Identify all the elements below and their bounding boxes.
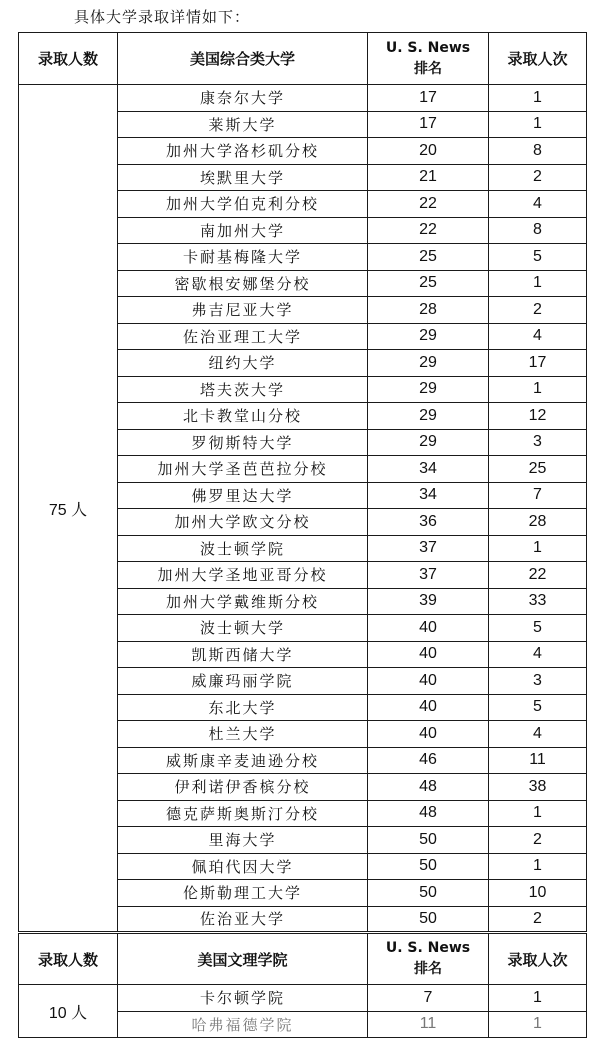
school-name: 莱斯大学 — [118, 111, 368, 138]
admit-times: 1 — [489, 535, 587, 562]
admit-times: 10 — [489, 880, 587, 907]
usnews-rank: 48 — [368, 774, 489, 801]
admit-times: 7 — [489, 482, 587, 509]
table-row — [19, 85, 587, 112]
usnews-rank: 37 — [368, 535, 489, 562]
admit-times: 4 — [489, 721, 587, 748]
universities-total-count: 75 人 — [19, 85, 118, 933]
usnews-rank: 25 — [368, 244, 489, 271]
school-name: 德克萨斯奥斯汀分校 — [118, 800, 368, 827]
admit-times: 5 — [489, 694, 587, 721]
school-name: 埃默里大学 — [118, 164, 368, 191]
usnews-rank: 40 — [368, 721, 489, 748]
school-name: 伦斯勒理工大学 — [118, 880, 368, 907]
school-name: 卡尔顿学院 — [118, 985, 368, 1012]
usnews-rank: 34 — [368, 482, 489, 509]
school-name: 罗彻斯特大学 — [118, 429, 368, 456]
usnews-rank: 22 — [368, 191, 489, 218]
intro-text: 具体大学录取详情如下： — [74, 8, 251, 26]
admit-times: 4 — [489, 641, 587, 668]
school-name: 卡耐基梅隆大学 — [118, 244, 368, 271]
usnews-rank: 34 — [368, 456, 489, 483]
usnews-rank: 25 — [368, 270, 489, 297]
admit-times: 1 — [489, 376, 587, 403]
header-usnews-rank-2 — [368, 933, 489, 985]
school-name: 加州大学戴维斯分校 — [118, 588, 368, 615]
usnews-rank: 40 — [368, 615, 489, 642]
school-name: 里海大学 — [118, 827, 368, 854]
header-rank-line1: U. S. News — [385, 39, 471, 56]
usnews-rank: 50 — [368, 827, 489, 854]
colleges-total-count: 10 人 — [19, 985, 118, 1038]
school-name: 威廉玛丽学院 — [118, 668, 368, 695]
header-admit-times-2: 录取人次 — [489, 933, 587, 985]
header-usnews-rank — [368, 33, 489, 85]
header-rank-line1: U. S. News — [385, 940, 471, 956]
admit-times: 5 — [489, 244, 587, 271]
usnews-rank: 39 — [368, 588, 489, 615]
admit-times: 1 — [489, 800, 587, 827]
admit-times: 38 — [489, 774, 587, 801]
admit-times: 17 — [489, 350, 587, 377]
usnews-rank: 29 — [368, 323, 489, 350]
admit-times: 2 — [489, 906, 587, 933]
school-name: 密歇根安娜堡分校 — [118, 270, 368, 297]
school-name: 加州大学欧文分校 — [118, 509, 368, 536]
admissions-table — [18, 32, 587, 1038]
usnews-rank: 48 — [368, 800, 489, 827]
school-name: 威斯康辛麦迪逊分校 — [118, 747, 368, 774]
school-name: 北卡教堂山分校 — [118, 403, 368, 430]
admit-times: 1 — [489, 111, 587, 138]
admit-times: 1 — [489, 85, 587, 112]
school-name: 哈弗福德学院 — [118, 1011, 368, 1038]
usnews-rank: 40 — [368, 694, 489, 721]
admit-times: 28 — [489, 509, 587, 536]
usnews-rank: 40 — [368, 668, 489, 695]
school-name: 佩珀代因大学 — [118, 853, 368, 880]
admit-times: 25 — [489, 456, 587, 483]
admit-times: 5 — [489, 615, 587, 642]
header-admit-count: 录取人数 — [19, 33, 118, 85]
school-name: 佐治亚理工大学 — [118, 323, 368, 350]
usnews-rank: 17 — [368, 111, 489, 138]
colleges-header-row — [19, 933, 587, 985]
header-college-type: 美国文理学院 — [118, 933, 368, 985]
header-admit-count-2: 录取人数 — [19, 933, 118, 985]
usnews-rank: 29 — [368, 376, 489, 403]
school-name: 纽约大学 — [118, 350, 368, 377]
usnews-rank: 28 — [368, 297, 489, 324]
admit-times: 1 — [489, 270, 587, 297]
school-name: 加州大学洛杉矶分校 — [118, 138, 368, 165]
usnews-rank: 36 — [368, 509, 489, 536]
admit-times: 8 — [489, 138, 587, 165]
universities-header-row — [19, 33, 587, 85]
school-name: 杜兰大学 — [118, 721, 368, 748]
admit-times: 2 — [489, 827, 587, 854]
school-name: 佐治亚大学 — [118, 906, 368, 933]
admit-times: 2 — [489, 297, 587, 324]
usnews-rank: 50 — [368, 906, 489, 933]
usnews-rank: 37 — [368, 562, 489, 589]
table-row — [19, 985, 587, 1012]
admit-times: 33 — [489, 588, 587, 615]
school-name: 波士顿大学 — [118, 615, 368, 642]
school-name: 凯斯西储大学 — [118, 641, 368, 668]
school-name: 南加州大学 — [118, 217, 368, 244]
school-name: 东北大学 — [118, 694, 368, 721]
admit-times: 3 — [489, 429, 587, 456]
usnews-rank: 46 — [368, 747, 489, 774]
admit-times: 12 — [489, 403, 587, 430]
usnews-rank: 11 — [368, 1011, 489, 1038]
school-name: 加州大学圣芭芭拉分校 — [118, 456, 368, 483]
admit-times: 22 — [489, 562, 587, 589]
header-rank-line2: 排名 — [414, 60, 442, 77]
usnews-rank: 40 — [368, 641, 489, 668]
school-name: 塔夫茨大学 — [118, 376, 368, 403]
admit-times: 8 — [489, 217, 587, 244]
usnews-rank: 7 — [368, 985, 489, 1012]
school-name: 伊利诺伊香槟分校 — [118, 774, 368, 801]
school-name: 弗吉尼亚大学 — [118, 297, 368, 324]
school-name: 康奈尔大学 — [118, 85, 368, 112]
admit-times: 1 — [489, 985, 587, 1012]
admit-times: 1 — [489, 853, 587, 880]
usnews-rank: 29 — [368, 350, 489, 377]
header-university-type: 美国综合类大学 — [118, 33, 368, 85]
usnews-rank: 50 — [368, 880, 489, 907]
usnews-rank: 21 — [368, 164, 489, 191]
usnews-rank: 22 — [368, 217, 489, 244]
admit-times: 1 — [489, 1011, 587, 1038]
usnews-rank: 29 — [368, 429, 489, 456]
header-rank-line2: 排名 — [414, 961, 442, 977]
usnews-rank: 20 — [368, 138, 489, 165]
admit-times: 4 — [489, 323, 587, 350]
usnews-rank: 29 — [368, 403, 489, 430]
admit-times: 11 — [489, 747, 587, 774]
school-name: 佛罗里达大学 — [118, 482, 368, 509]
school-name: 波士顿学院 — [118, 535, 368, 562]
school-name: 加州大学圣地亚哥分校 — [118, 562, 368, 589]
usnews-rank: 17 — [368, 85, 489, 112]
usnews-rank: 50 — [368, 853, 489, 880]
school-name: 加州大学伯克利分校 — [118, 191, 368, 218]
header-admit-times: 录取人次 — [489, 33, 587, 85]
admit-times: 2 — [489, 164, 587, 191]
admit-times: 3 — [489, 668, 587, 695]
admit-times: 4 — [489, 191, 587, 218]
